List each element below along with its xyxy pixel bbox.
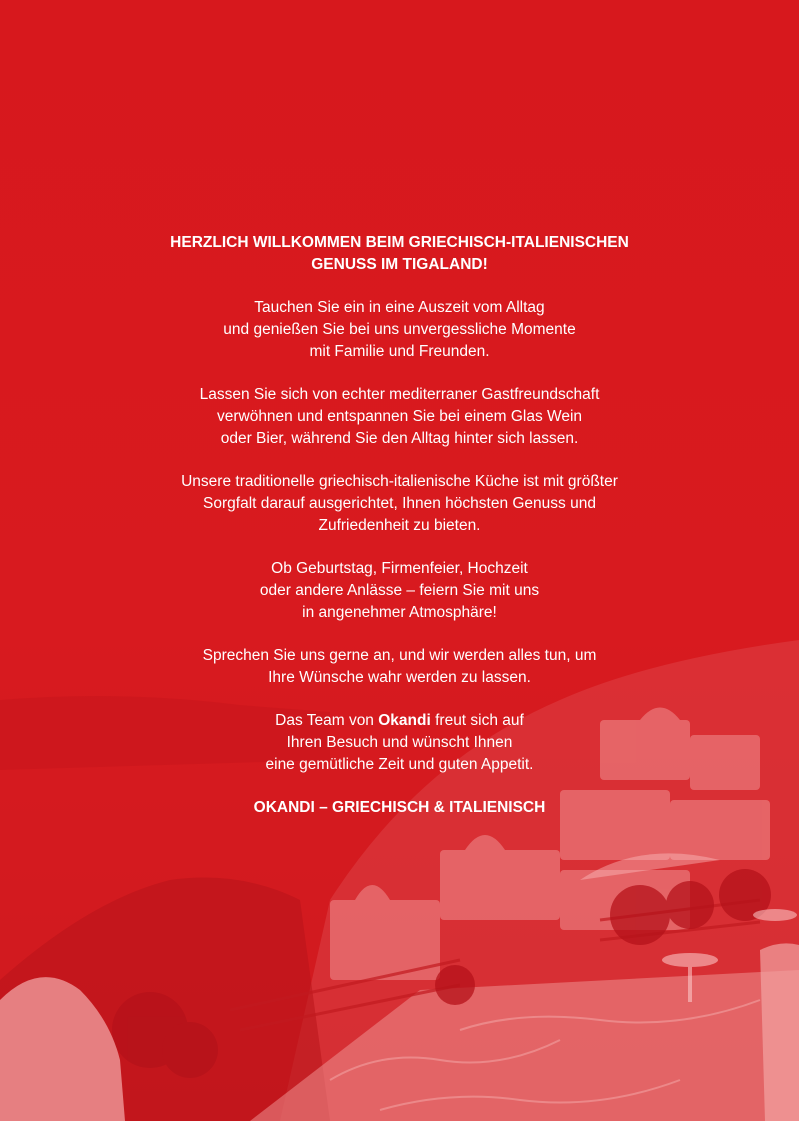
heading-line: GENUSS IM TIGALAND! — [311, 256, 488, 273]
text-line: verwöhnen und entspannen Sie bei einem Glas Wein — [216, 408, 583, 425]
text-line: Sorgfalt darauf ausgerichtet, Ihnen höchsten Genuss und — [203, 495, 596, 512]
welcome-heading — [0, 232, 799, 276]
text-line — [0, 710, 799, 732]
text-line: Sprechen Sie uns gerne an, und wir werden alles tun, um — [202, 647, 597, 664]
paragraph-events — [0, 558, 799, 624]
text-line: eine gemütliche Zeit und guten Appetit. — [265, 756, 534, 773]
closing-tagline: OKANDI – GRIECHISCH & ITALIENISCH — [253, 799, 546, 816]
text-line: Ihre Wünsche wahr werden zu lassen. — [268, 669, 531, 686]
paragraph-team — [0, 710, 799, 776]
welcome-text — [0, 232, 799, 819]
text-line: Ihren Besuch und wünscht Ihnen — [286, 734, 513, 751]
paragraph-hospitality — [0, 384, 799, 450]
text-line: Unsere traditionelle griechisch-italienische Küche ist mit größter — [181, 473, 618, 490]
text-line: oder Bier, während Sie den Alltag hinter sich lassen. — [220, 430, 579, 447]
right-wall — [760, 943, 799, 1121]
paragraph-cuisine — [0, 471, 799, 537]
text-line: Ob Geburtstag, Firmenfeier, Hochzeit — [271, 560, 528, 577]
team-prefix: Das Team von — [275, 712, 379, 729]
paragraph-contact — [0, 645, 799, 689]
heading-line: HERZLICH WILLKOMMEN BEIM GRIECHISCH-ITALIENISCHEN — [170, 234, 629, 251]
text-line: Zufriedenheit zu bieten. — [318, 517, 481, 534]
text-line: und genießen Sie bei uns unvergessliche Momente — [223, 321, 576, 338]
text-line: in angenehmer Atmosphäre! — [302, 604, 497, 621]
brand-name: Okandi — [378, 712, 431, 729]
team-suffix: freut sich auf — [430, 712, 524, 729]
text-line: mit Familie und Freunden. — [309, 343, 490, 360]
text-line: Lassen Sie sich von echter mediterraner Gastfreundschaft — [199, 386, 600, 403]
paragraph-intro — [0, 297, 799, 363]
text-line: oder andere Anlässe – feiern Sie mit uns — [259, 582, 540, 599]
text-line: Tauchen Sie ein in eine Auszeit vom Alltag — [254, 299, 545, 316]
